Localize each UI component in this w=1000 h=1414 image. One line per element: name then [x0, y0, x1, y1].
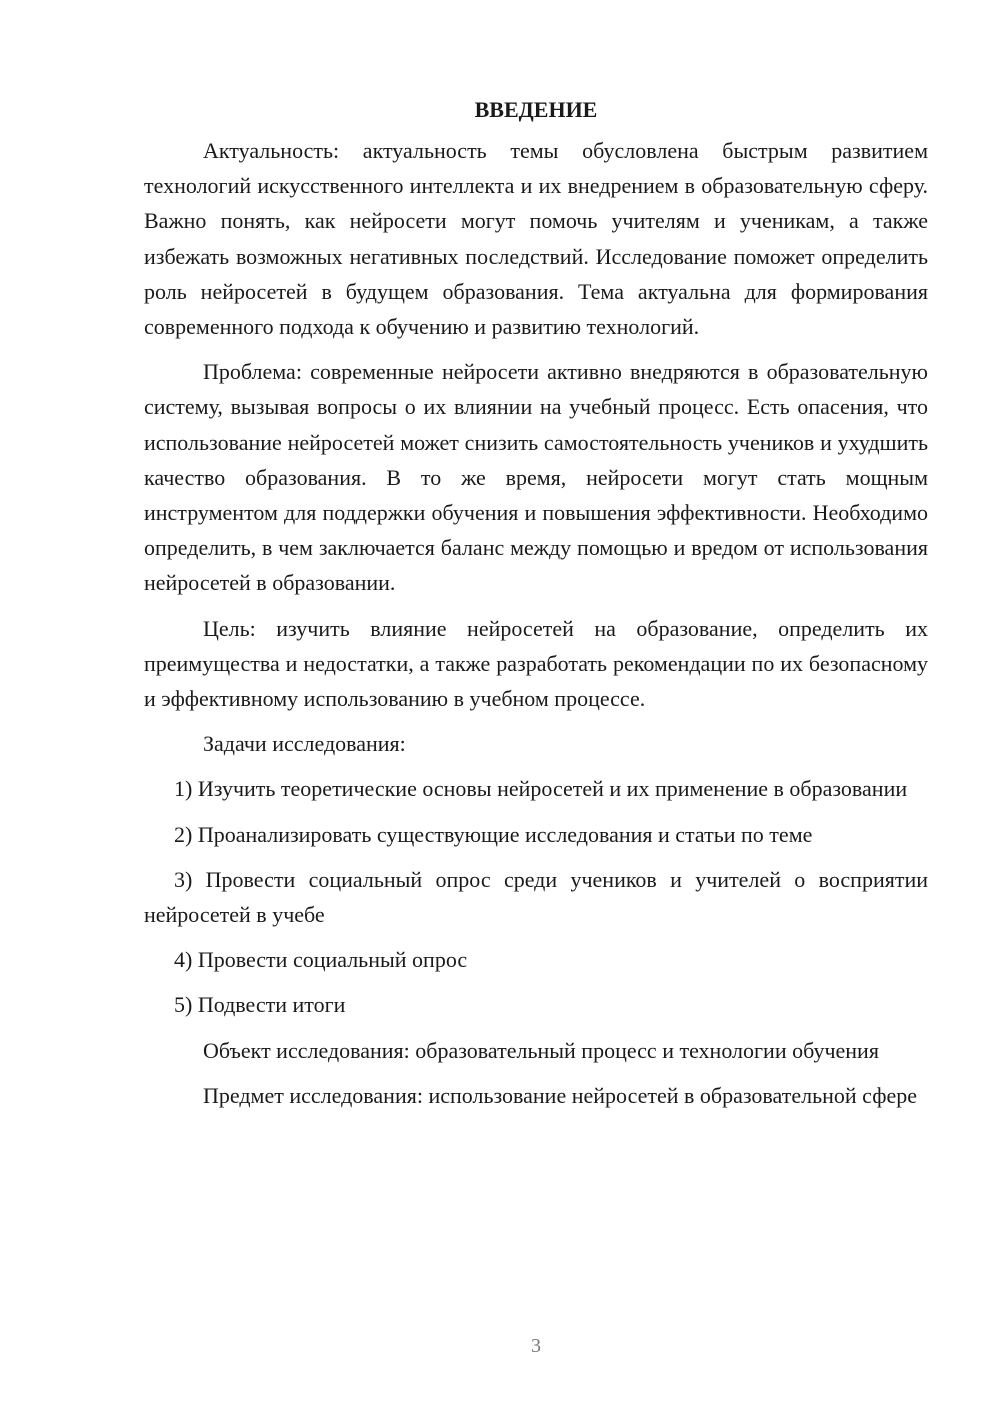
page-content [144, 92, 928, 1123]
relevance-paragraph: Актуальность: актуальность темы обусловлена быстрым развитием технологий искусственного интеллекта и их внедрением в образовательную сферу. Важно понять, как нейросети могут помочь учителям и ученикам, а также избежать возможных негативных последствий. Исследование поможет определить роль нейросетей в будущем образования. Тема актуальна для формирования современного подхода к обучению и развитию технологий. [144, 138, 928, 340]
goal-paragraph: Цель: изучить влияние нейросетей на образование, определить их преимущества и недостатки, а также разработать рекомендации по их безопасному и эффективному использованию в учебном процессе. [144, 615, 928, 712]
page-number: 3 [531, 1335, 541, 1357]
problem-paragraph: Проблема: современные нейросети активно внедряются в образовательную систему, вызывая вопросы о их влиянии на учебный процесс. Есть опасения, что использование нейросетей может снизить самостоятельность учеников и ухудшить качество образования. В то же время, нейросети могут стать мощным инструментом для поддержки обучения и повышения эффективности. Необходимо определить, в чем заключается баланс между помощью и вредом от использования нейросетей в образовании. [144, 359, 928, 596]
tasks-heading: Задачи исследования: [203, 731, 406, 757]
research-subject-paragraph: Предмет исследования: использование нейросетей в образовательной сфере [203, 1082, 917, 1108]
task-item-2: 2) Проанализировать существующие исследования и статьи по теме [174, 821, 813, 847]
task-item-3: 3) Провести социальный опрос среди учеников и учителей о восприятии нейросетей в учебе [144, 866, 928, 928]
task-item-4: 4) Провести социальный опрос [174, 947, 468, 973]
page-title: ВВЕДЕНИЕ [474, 97, 598, 122]
task-item-1: 1) Изучить теоретические основы нейросетей и их применение в образовании [174, 776, 908, 802]
task-item-5: 5) Подвести итоги [174, 992, 346, 1018]
research-object-paragraph: Объект исследования: образовательный процесс и технологии обучения [203, 1037, 879, 1063]
